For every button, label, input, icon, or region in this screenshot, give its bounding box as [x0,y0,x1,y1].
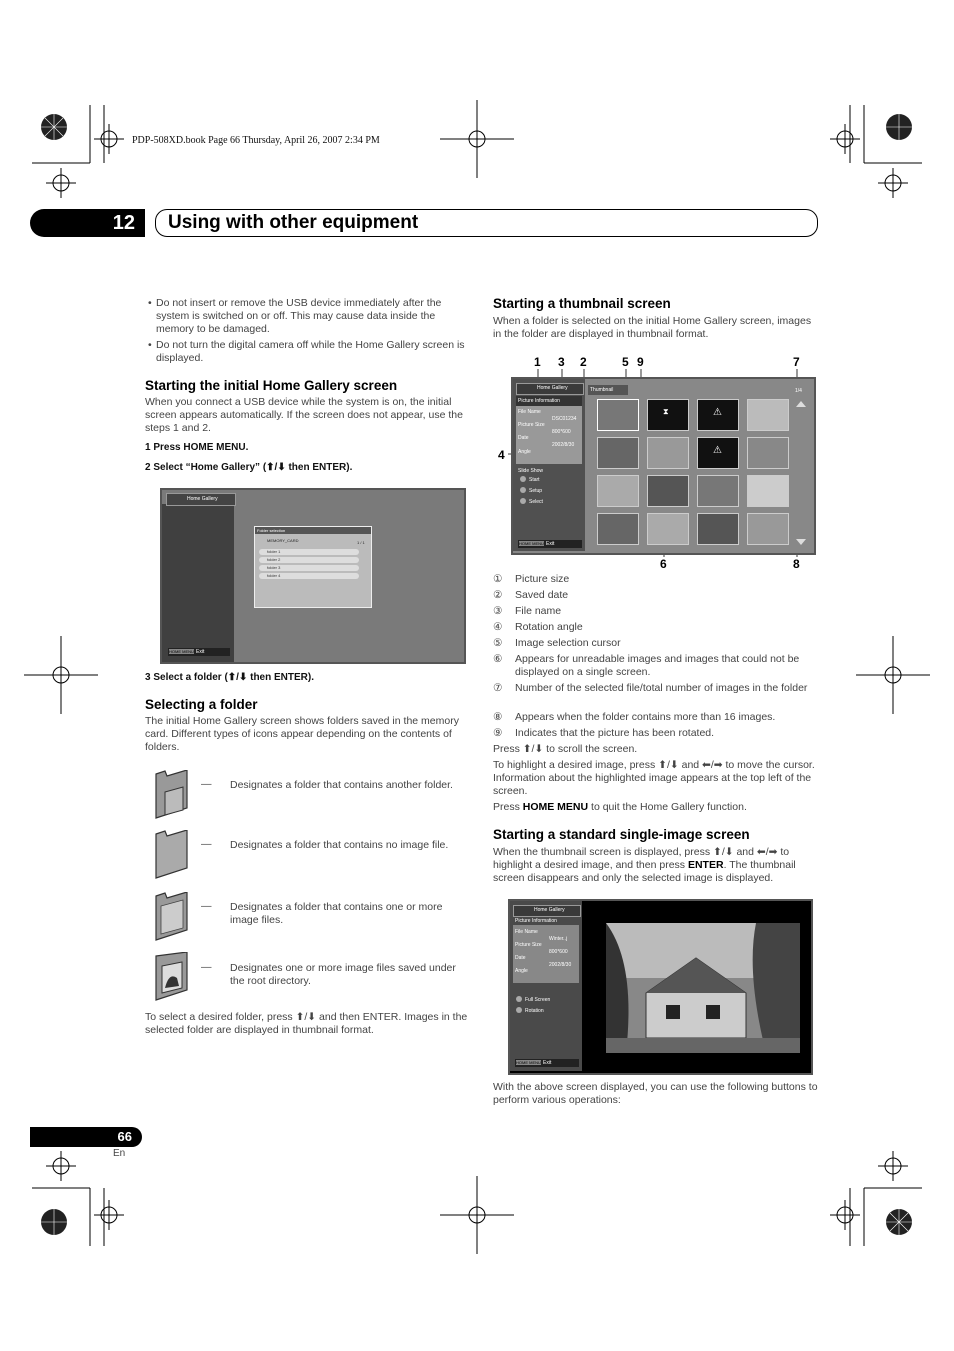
thumbnail-screen: Home Gallery Picture Information File Name Picture Size Date Angle DSC01234 800*600 2002/8/30 Slide Show Start Setup Select HOME MENU Exit Thumbnail 1/4 ⚠ ⚠ ⧗ [511,377,816,555]
callout-number: 1 [534,355,541,369]
press-quit: Press HOME MENU to quit the Home Gallery function. [493,801,747,813]
thumbnail-image[interactable] [697,475,739,507]
callout-number: 2 [580,355,587,369]
callout-number: 6 [660,557,667,571]
callout-number: 5 [622,355,629,369]
folder-body: The initial Home Gallery screen shows folders saved in the memory card. Different types of icons appear depending on the contents of folders. [145,715,459,753]
press-highlight: To highlight a desired image, press ⬆/⬇ and ⬅/➡ to move the cursor. Information about the highlighted image appears at the top left of the screen. [493,759,815,797]
callout-number: 8 [793,557,800,571]
heading-folder: Selecting a folder [145,697,258,712]
folder-selection-screen: Home Gallery Folder selection MEMORY_CARD 1 / 1 folder 1 folder 2 folder 3 folder 4 HOME MENU Exit [160,488,466,664]
folder-desc: Designates a folder that contains no image file. [230,839,449,851]
thumbnail-image[interactable] [597,437,639,469]
scroll-down-icon[interactable] [796,539,806,545]
legend-item: ② Saved date [493,589,569,601]
thumbnail-image[interactable] [597,513,639,545]
folder-row[interactable]: folder 2 [259,557,359,563]
screen-title: Home Gallery [187,496,218,502]
warning-icon: ⚠ [713,445,722,456]
thumbnail-image[interactable] [747,399,789,431]
thumbnail-body: When a folder is selected on the initial Home Gallery screen, images in the folder are displayed in thumbnail format. [493,315,812,340]
step-3: 3 Select a folder (⬆/⬇ then ENTER). [145,672,315,683]
menu-rotation[interactable]: Rotation [525,1008,544,1014]
folder-row[interactable]: folder 3 [259,565,359,571]
folder-row[interactable]: folder 4 [259,573,359,579]
folder-footer: To select a desired folder, press ⬆/⬇ and then ENTER. Images in the selected folder are displayed in thumbnail format. [145,1011,468,1036]
thumbnail-image[interactable] [597,475,639,507]
menu-full-screen[interactable]: Full Screen [525,997,551,1003]
thumbnail-image[interactable] [647,475,689,507]
legend-item: ③ File name [493,605,562,617]
single-image-screen: Home Gallery Picture Information File Name Picture Size Date Angle Winter..j 800*600 2002/8/30 Full Screen Rotation HOME MENU Exit [508,899,813,1075]
bullet-item: • Do not insert or remove the USB device immediately after the system is switched on or off. This may cause data inside the memory to be damaged. [137,297,470,336]
callout-number: 4 [498,448,505,462]
initial-body: When you connect a USB device while the system is on, the initial screen appears automatically. If the screen does not appear, use the steps 1 and 2. [145,396,463,434]
chapter-number: 12 [30,209,145,237]
legend-item: ① Picture size [493,573,570,585]
folder-desc: Designates a folder that contains one or more image files. [230,901,443,926]
scroll-up-icon[interactable] [796,401,806,407]
step-1: 1 Press HOME MENU. [145,442,249,453]
folder-panel: Folder selection MEMORY_CARD 1 / 1 folder 1 folder 2 folder 3 folder 4 [254,526,372,608]
press-scroll: Press ⬆/⬇ to scroll the screen. [493,743,638,755]
folder-desc: Designates one or more image files saved under the root directory. [230,962,456,987]
thumbnail-image[interactable] [647,513,689,545]
callout-number: 9 [637,355,644,369]
thumbnail-image[interactable] [597,399,639,431]
thumbnail-image[interactable] [747,513,789,545]
language-label: En [113,1148,126,1159]
menu-start[interactable]: Start [529,477,540,483]
image-count: 1/4 [795,388,802,394]
single-body: When the thumbnail screen is displayed, press ⬆/⬇ and ⬅/➡ to highlight a desired image, and then press ENTER. The thumbnail screen disappears and only the selected image is displayed. [493,846,796,884]
folder-desc: Designates a folder that contains another folder. [230,779,453,791]
legend-item: ⑤ Image selection cursor [493,637,621,649]
memory-label: MEMORY_CARD [267,538,299,543]
heading-thumbnail: Starting a thumbnail screen [493,296,671,311]
folder-row[interactable]: folder 1 [259,549,359,555]
step-2: 2 Select “Home Gallery” (⬆/⬇ then ENTER). [145,462,353,473]
print-header: PDP-508XD.book Page 66 Thursday, April 26, 2007 2:34 PM [132,135,380,146]
chapter-title: Using with other equipment [168,212,419,233]
menu-setup[interactable]: Setup [529,488,543,494]
thumbnail-image[interactable] [647,437,689,469]
legend-item: ④ Rotation angle [493,621,583,633]
after-text: With the above screen displayed, you can use the following buttons to perform various operations: [493,1081,818,1106]
warning-icon: ⚠ [713,407,722,418]
page-number: 66 [30,1127,142,1147]
house-photo [606,923,800,1053]
bullet-item: • Do not turn the digital camera off while the Home Gallery screen is displayed. [137,339,470,365]
thumbnail-image[interactable] [747,437,789,469]
heading-initial: Starting the initial Home Gallery screen [145,378,398,393]
legend-item: ⑧ Appears when the folder contains more than 16 images. [493,711,776,723]
thumbnail-image[interactable] [747,475,789,507]
legend-item: ⑥ Appears for unreadable images and images that could not be displayed on a single screen. [493,653,800,678]
thumbnail-image[interactable] [697,513,739,545]
legend-item: ⑦ Number of the selected file/total number of images in the folder [493,682,808,694]
hourglass-icon: ⧗ [663,407,669,416]
legend-item: ⑨ Indicates that the picture has been rotated. [493,727,715,739]
heading-single: Starting a standard single-image screen [493,827,750,842]
menu-select[interactable]: Select [529,499,543,505]
callout-number: 3 [558,355,565,369]
callout-number: 7 [793,355,800,369]
